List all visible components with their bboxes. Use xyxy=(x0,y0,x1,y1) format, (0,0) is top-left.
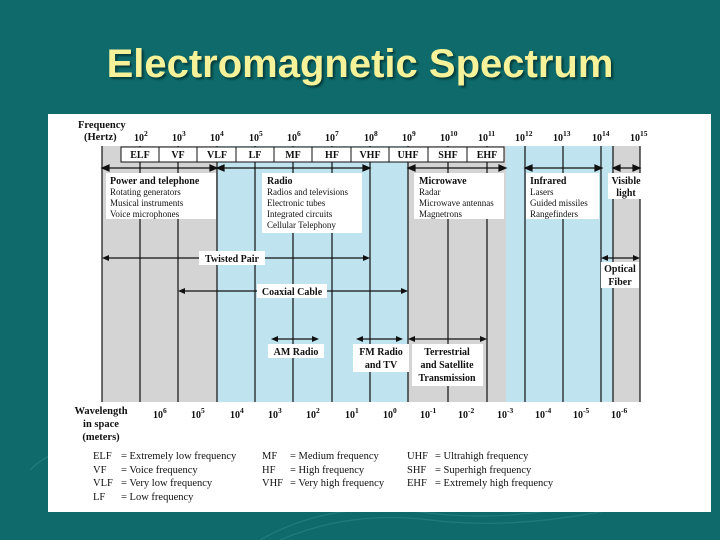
freq-tick: $10^{14}$ xyxy=(592,129,610,144)
wave-tick: $10^0$ xyxy=(383,406,397,421)
band-label-mf: MF xyxy=(285,150,301,161)
legend-column xyxy=(93,450,236,504)
wavelength-axis-label-line2: in space xyxy=(83,419,119,430)
wave-tick: $10^{-3}$ xyxy=(497,406,514,421)
band-label-vhf: VHF xyxy=(359,150,381,161)
wavelength-tick-labels xyxy=(153,406,627,421)
freq-tick: $10^{13}$ xyxy=(553,129,571,144)
band-label-lf: LF xyxy=(248,150,262,161)
band-label-uhf: UHF xyxy=(397,150,419,161)
box-item: Voice microphones xyxy=(110,209,180,219)
box-item: Rotating generators xyxy=(110,187,181,197)
freq-tick: $10^4$ xyxy=(210,129,224,144)
legend-row: VF = Voice frequency xyxy=(93,464,198,476)
freq-tick: $10^7$ xyxy=(325,129,339,144)
box-title: Infrared xyxy=(530,176,567,187)
band-label-hf: HF xyxy=(325,150,339,161)
box-item: Guided missiles xyxy=(530,198,588,208)
box-item: Electronic tubes xyxy=(267,198,326,208)
box-title: Radio xyxy=(267,176,293,187)
frequency-tick-labels xyxy=(134,129,648,144)
wavelength-axis-label-line3: (meters) xyxy=(82,432,120,443)
band-label-ehf: EHF xyxy=(476,150,498,161)
freq-tick: $10^2$ xyxy=(134,129,148,144)
freq-tick: $10^9$ xyxy=(402,129,416,144)
legend-column xyxy=(407,450,553,491)
terrestrial-label: Transmission xyxy=(418,373,476,384)
terrestrial-label: and Satellite xyxy=(420,360,474,371)
legend-row: UHF = Ultrahigh frequency xyxy=(407,451,529,462)
box-title: Power and telephone xyxy=(110,176,200,187)
box-title: Microwave xyxy=(419,176,467,187)
box-item: Cellular Telephony xyxy=(267,220,336,230)
box-item: Microwave antennas xyxy=(419,198,494,208)
band-label-vlf: VLF xyxy=(207,150,227,161)
wave-tick: $10^{-5}$ xyxy=(573,406,590,421)
twisted-pair-label: Twisted Pair xyxy=(205,254,259,265)
freq-tick: $10^{15}$ xyxy=(630,129,648,144)
box-item: Lasers xyxy=(530,187,554,197)
optical-fiber-label: Fiber xyxy=(608,277,632,288)
box-item: Integrated circuits xyxy=(267,209,333,219)
freq-tick: $10^3$ xyxy=(172,129,186,144)
infrared-box xyxy=(526,173,599,219)
slide-title: Electromagnetic Spectrum xyxy=(106,42,614,86)
freq-tick: $10^6$ xyxy=(287,129,301,144)
terrestrial-label: Terrestrial xyxy=(424,347,470,358)
legend-row: VLF = Very low frequency xyxy=(93,478,213,490)
wave-tick: $10^{-1}$ xyxy=(420,406,437,421)
wave-tick: $10^{-2}$ xyxy=(458,406,475,421)
legend-row: ELF = Extremely low frequency xyxy=(93,451,237,462)
wave-tick: $10^{-4}$ xyxy=(535,406,552,421)
legend-row: EHF = Extremely high frequency xyxy=(407,478,554,490)
frequency-axis-label-line2: (Hertz) xyxy=(84,132,117,143)
legend-row: LF = Low frequency xyxy=(93,491,194,503)
wave-tick: $10^{-6}$ xyxy=(611,406,628,421)
box-item: Musical instruments xyxy=(110,198,184,208)
fm-radio-label: FM Radio xyxy=(359,347,403,358)
box-title: Visible xyxy=(611,176,641,187)
legend-row: SHF = Superhigh frequency xyxy=(407,464,532,476)
wavelength-axis-label-line1: Wavelength xyxy=(74,406,128,417)
freq-tick: $10^{10}$ xyxy=(440,129,458,144)
legend-row: HF = High frequency xyxy=(262,464,365,476)
legend-row: VHF = Very high frequency xyxy=(262,478,385,490)
band-name-row xyxy=(121,147,504,162)
microwave-box xyxy=(414,173,504,219)
legend-row: MF = Medium frequency xyxy=(262,451,379,462)
power-telephone-box xyxy=(106,173,216,219)
box-item: Rangefinders xyxy=(530,209,578,219)
wave-tick: $10^2$ xyxy=(306,406,320,421)
radio-box xyxy=(262,173,362,233)
box-item: Magnetrons xyxy=(419,209,462,219)
wave-tick: $10^3$ xyxy=(268,406,282,421)
am-radio-range xyxy=(268,336,324,358)
visible-light-box xyxy=(608,173,644,199)
fm-radio-label: and TV xyxy=(364,360,398,371)
box-title: light xyxy=(616,188,636,199)
am-radio-label: AM Radio xyxy=(273,347,319,358)
coaxial-cable-label: Coaxial Cable xyxy=(261,287,323,298)
optical-fiber-label: Optical xyxy=(604,264,636,275)
frequency-axis-label-line1: Frequency xyxy=(78,120,126,131)
wave-tick: $10^4$ xyxy=(230,406,244,421)
band-label-shf: SHF xyxy=(438,150,458,161)
freq-tick: $10^{12}$ xyxy=(515,129,533,144)
freq-tick: $10^{11}$ xyxy=(478,129,496,144)
wave-tick: $10^1$ xyxy=(345,406,359,421)
wave-tick: $10^5$ xyxy=(191,406,205,421)
box-item: Radios and televisions xyxy=(267,187,348,197)
box-item: Radar xyxy=(419,187,441,197)
band-label-vf: VF xyxy=(171,150,185,161)
freq-tick: $10^8$ xyxy=(364,129,378,144)
legend-column xyxy=(262,450,384,491)
band-label-elf: ELF xyxy=(130,150,150,161)
wave-tick: $10^6$ xyxy=(153,406,167,421)
freq-tick: $10^5$ xyxy=(249,129,263,144)
